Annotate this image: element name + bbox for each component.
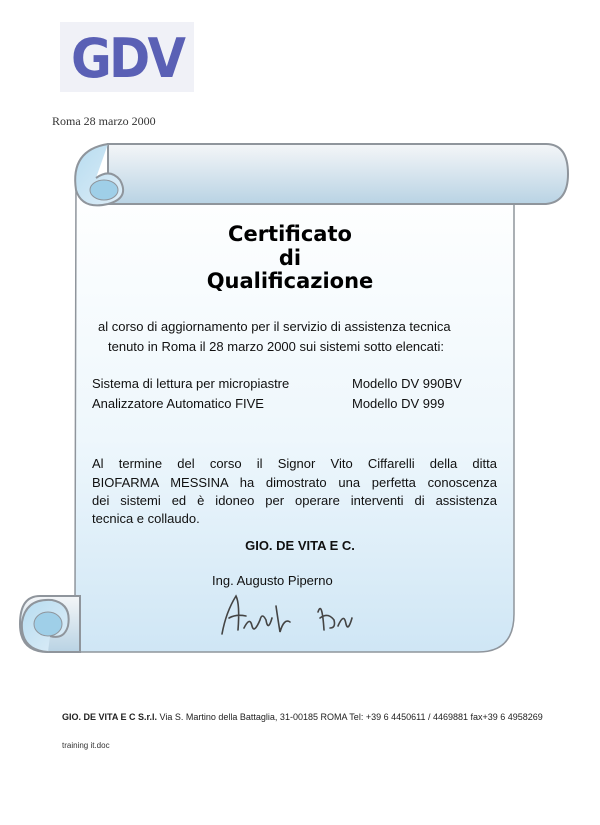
statement-line-4: tecnica e collaudo. xyxy=(92,511,200,526)
company-logo: GDV xyxy=(71,27,184,90)
statement-line-2: BIOFARMA MESSINA ha dimostrato una perfetta conoscenza xyxy=(92,475,497,490)
certificate-title-line-1: Certificato xyxy=(228,222,352,246)
course-description-line-2: tenuto in Roma il 28 marzo 2000 sui sistemi sotto elencati: xyxy=(108,339,445,354)
signer-name: Ing. Augusto Piperno xyxy=(212,573,333,588)
letter-date: Roma 28 marzo 2000 xyxy=(52,114,156,128)
system-name: Analizzatore Automatico FIVE xyxy=(92,396,264,411)
system-model: Modello DV 990BV xyxy=(352,376,462,391)
document-reference: training it.doc xyxy=(62,741,110,750)
statement-line-1: Al termine del corso il Signor Vito Ciffarelli della ditta xyxy=(92,456,497,471)
certificate-title-line-2: di xyxy=(278,246,302,270)
certificate-title-line-3: Qualificazione xyxy=(206,269,374,293)
footer-contact: Via S. Martino della Battaglia, 31-00185 ROMA Tel: +39 6 4450611 / 4469881 fax+39 6 4958269 xyxy=(157,712,543,722)
issuing-company: GIO. DE VITA E C. xyxy=(245,538,355,553)
footer-company-name: GIO. DE VITA E C S.r.l. xyxy=(62,712,158,722)
statement-line-3: dei sistemi ed è idoneo per operare interventi di assistenza xyxy=(92,493,497,508)
footer-address xyxy=(62,712,543,722)
system-name: Sistema di lettura per micropiastre xyxy=(92,376,290,391)
system-model: Modello DV 999 xyxy=(352,396,445,411)
scroll-top-roll xyxy=(108,144,568,204)
course-description-line-1: al corso di aggiornamento per il servizio di assistenza tecnica xyxy=(98,319,451,334)
